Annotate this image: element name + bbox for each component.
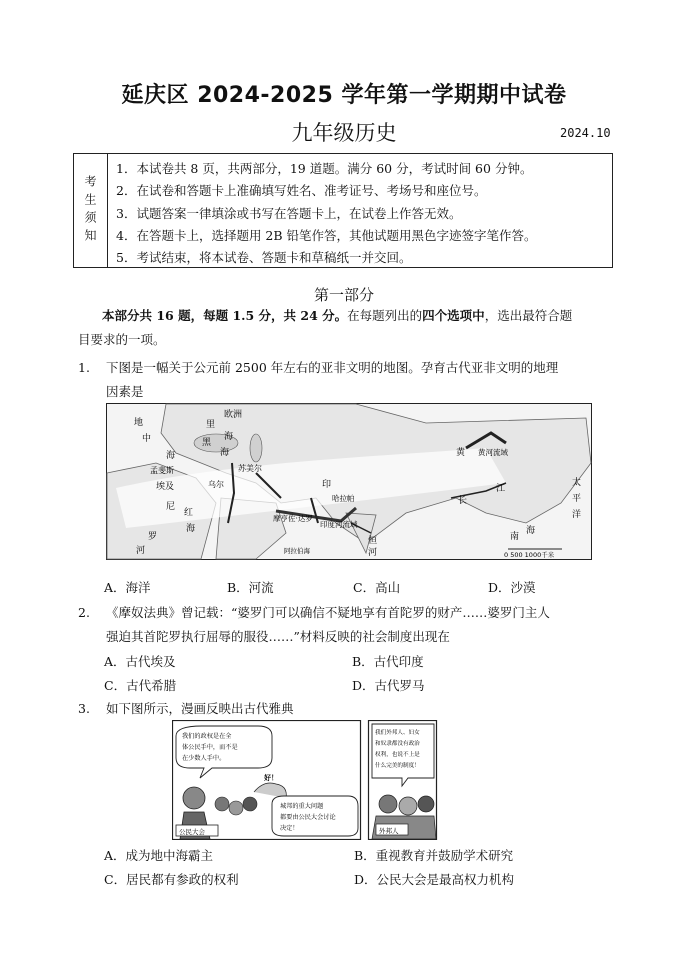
question-1	[78, 356, 618, 404]
question-text: 强迫其首陀罗执行屈辱的服役……”材料反映的社会制度出现在	[106, 629, 450, 644]
map-label: 尼	[166, 502, 176, 512]
map-label: 红	[184, 508, 194, 518]
map-label: 海	[526, 526, 536, 536]
map-label: 罗	[148, 532, 158, 542]
bubble-text: 在少数人手中。	[182, 755, 226, 762]
map-scale: 0 500 1000千米	[504, 551, 555, 559]
map-label: 海	[220, 448, 230, 458]
map-label-memphis: 孟斐斯	[150, 466, 174, 475]
option-c[interactable]: C．高山	[353, 580, 401, 595]
option-b[interactable]: B．古代印度	[352, 654, 424, 669]
instruction-line2: 目要求的一项。	[78, 332, 166, 347]
question-text: 因素是	[106, 384, 144, 399]
map-label-egypt: 埃及	[156, 482, 175, 492]
map-label: 南	[510, 532, 520, 542]
notice-box	[73, 153, 613, 268]
exam-date: 2024.10	[560, 126, 611, 140]
bubble-text: 体公民手中，而不是	[182, 744, 238, 751]
instruction-bold-choices: 四个选项中	[422, 308, 485, 323]
map-label-harappa: 哈拉帕	[332, 494, 355, 503]
option-a[interactable]: A．成为地中海霸主	[104, 848, 214, 863]
map-label: 太	[572, 478, 582, 488]
map-label-yellow-basin: 黄河流域	[478, 448, 508, 457]
bubble-text: 我们的政权是在全	[182, 733, 232, 740]
map-label: 中	[142, 434, 152, 444]
option-a[interactable]: A．海洋	[104, 580, 151, 595]
map-label: 长	[458, 496, 468, 506]
option-c[interactable]: C．古代希腊	[104, 678, 177, 693]
map-label: 地	[134, 418, 144, 428]
question-text: 下图是一幅关于公元前 2500 年左右的亚非文明的地图。孕育古代亚非文明的地理	[106, 360, 559, 375]
map-label-sumer: 苏美尔	[238, 464, 262, 473]
map-label-europe: 欧洲	[224, 410, 243, 420]
bubble-text: 权利，也说不上是	[375, 752, 420, 758]
map-label-indus: 印度河流域	[320, 520, 358, 529]
map-label: 海	[224, 432, 234, 442]
part-instruction	[78, 304, 618, 352]
option-d[interactable]: D．公民大会是最高权力机构	[354, 872, 515, 887]
option-b[interactable]: B．河流	[227, 580, 274, 595]
exclaim-text: 好！	[264, 774, 278, 782]
map-label: 海	[186, 524, 196, 534]
map-label: 洋	[572, 510, 582, 520]
option-b[interactable]: B．重视教育并鼓励学术研究	[354, 848, 514, 863]
bubble-text: 我们外邦人、妇女	[375, 730, 420, 736]
question-number: 3.	[78, 701, 90, 716]
question-number: 1.	[78, 360, 90, 375]
sign-foreigners: 外邦人	[379, 827, 399, 835]
bubble-text: 什么完美的制度！	[375, 763, 420, 769]
notice-label-cell	[74, 154, 108, 267]
athens-cartoon	[172, 720, 520, 840]
map-label: 海	[166, 451, 176, 461]
question-3	[78, 697, 618, 721]
question-number: 2.	[78, 605, 90, 620]
exam-subtitle: 九年级历史	[291, 121, 397, 145]
map-label: 河	[368, 548, 378, 558]
exam-title: 延庆区 2024-2025 学年第一学期期中试卷	[121, 83, 567, 108]
map-label: 里	[206, 420, 216, 430]
notice-item: 3．试题答案一律填涂或书写在答题卡上，在试卷上作答无效。	[116, 205, 462, 221]
option-d[interactable]: D．沙漠	[488, 580, 536, 595]
map-label: 印	[322, 480, 332, 490]
map-label-mohenjo: 摩亨佐·达罗	[273, 514, 313, 523]
notice-item: 1．本试卷共 8 页，共两部分，19 道题。满分 60 分，考试时间 60 分钟。	[116, 161, 533, 176]
map-label: 江	[496, 484, 506, 494]
map-label: 黄	[456, 448, 466, 458]
instruction-mid: 在每题列出的	[347, 308, 423, 323]
map-label-arabian: 阿拉伯海	[284, 547, 310, 555]
question-text: 如下图所示，漫画反映出古代雅典	[106, 701, 294, 716]
map-label: 河	[136, 546, 146, 556]
map-label: 平	[572, 494, 582, 504]
part-title: 第一部分	[313, 286, 374, 304]
question-text: 《摩奴法典》曾记载：“婆罗门可以确信不疑地享有首陀罗的财产……婆罗门主人	[106, 605, 550, 620]
notice-item: 2．在试卷和答题卡上准确填写姓名、准考证号、考场号和座位号。	[116, 183, 487, 199]
bubble-text: 决定！	[280, 825, 299, 832]
instruction-bold: 本部分共 16 题，每题 1.5 分，共 24 分。	[102, 308, 348, 323]
notice-item: 4．在答题卡上，选择题用 2B 铅笔作答，其他试题用黑色字迹签字笔作答。	[116, 227, 537, 243]
option-d[interactable]: D．古代罗马	[352, 678, 425, 693]
instruction-end: ，选出最符合题	[484, 308, 573, 323]
question-2	[78, 601, 618, 649]
option-c[interactable]: C．居民都有参政的权利	[104, 872, 239, 887]
map-label: 黑	[202, 438, 212, 448]
sign-assembly: 公民大会	[179, 828, 205, 836]
map-label: 恒	[368, 536, 378, 546]
option-a[interactable]: A．古代埃及	[104, 654, 176, 669]
notice-label: 考生须知	[83, 174, 97, 247]
notice-item: 5．考试结束，将本试卷、答题卡和草稿纸一并交回。	[116, 250, 412, 266]
bubble-text: 城邦的重大问题	[280, 803, 324, 810]
bubble-text: 都要由公民大会讨论	[280, 814, 336, 821]
map-label-ur: 乌尔	[208, 480, 224, 489]
bubble-text: 和奴隶都没有政治	[375, 741, 420, 747]
notice-list	[116, 158, 606, 269]
ancient-civilizations-map	[106, 403, 592, 560]
